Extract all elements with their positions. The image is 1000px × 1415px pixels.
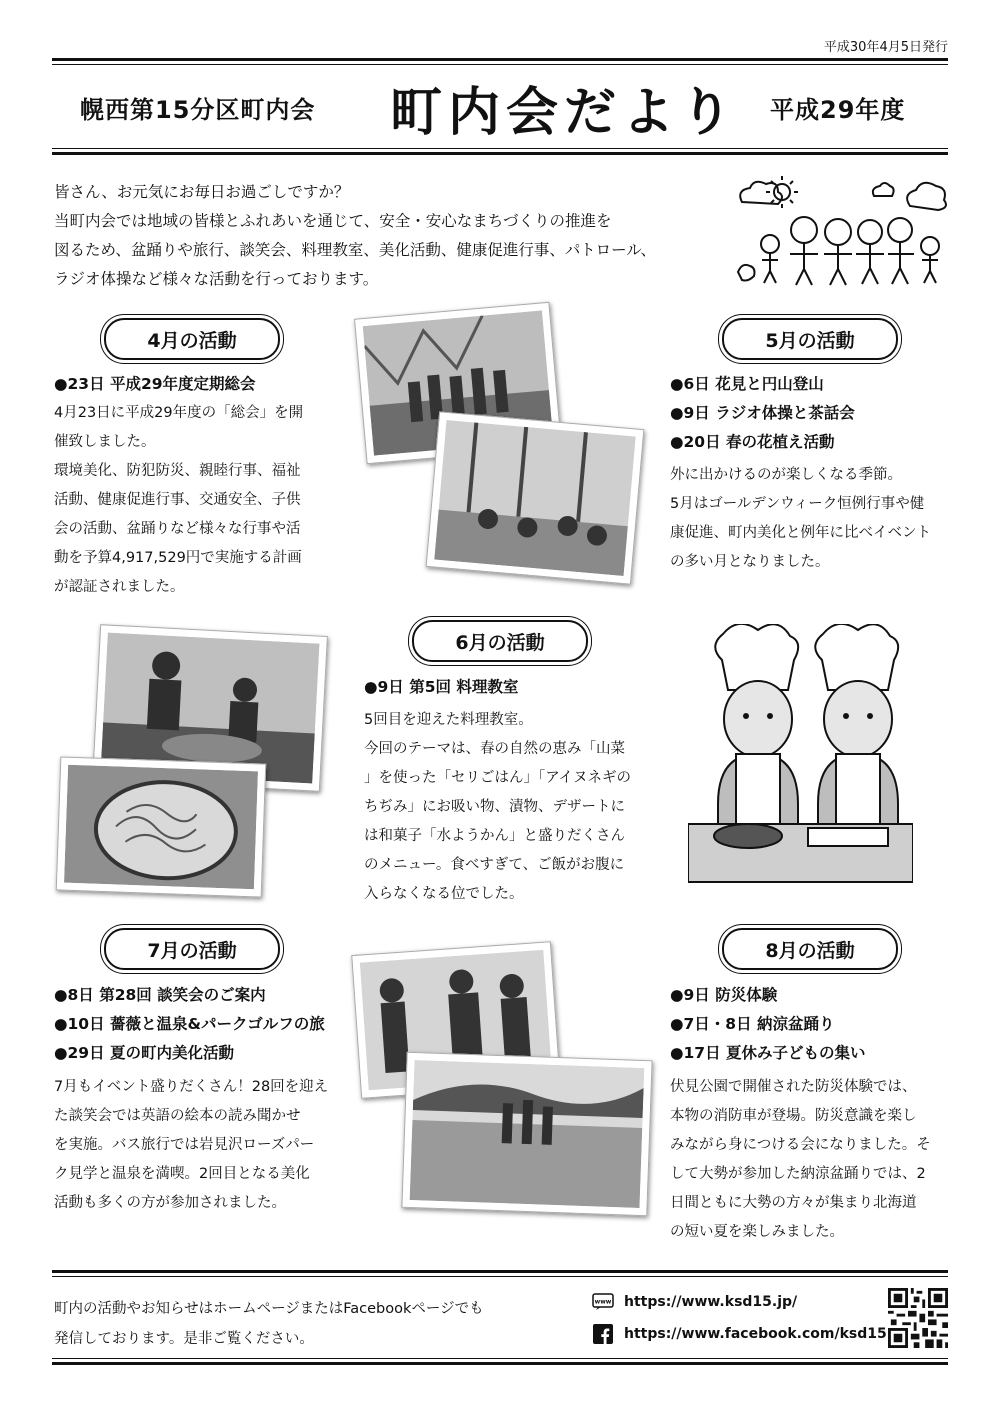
- facebook-link[interactable]: [592, 1324, 887, 1344]
- june-items: [364, 673, 518, 702]
- list-item: ●9日 第5回 料理教室: [364, 678, 519, 696]
- list-item: ●10日 薔薇と温泉&パークゴルフの旅: [54, 1015, 325, 1033]
- header-bottom-rule: [52, 152, 948, 155]
- svg-text:www: www: [594, 1298, 612, 1306]
- list-item: ●9日 防災体験: [670, 986, 778, 1004]
- list-item: ●29日 夏の町内美化活動: [54, 1044, 234, 1062]
- qr-code-icon[interactable]: [888, 1288, 948, 1348]
- header-top-rule-thin: [52, 64, 948, 65]
- july-heading: 7月の活動: [104, 928, 280, 970]
- photo-mixing-bowl: [56, 756, 267, 897]
- footer-text: 町内の活動やお知らせはホームページまたはFacebookページでも 発信しております。是非ご覧ください。: [54, 1301, 484, 1347]
- newsletter-title: 町内会だより: [390, 82, 739, 143]
- fiscal-year: 平成29年度: [770, 96, 906, 124]
- may-body: 外に出かけるのが楽しくなる季節。 5月はゴールデンウィーク恒例行事や健 康促進、町内美化と例年に比べイベント の多い月となりました。: [670, 467, 931, 570]
- list-item: ●23日 平成29年度定期総会: [54, 375, 256, 393]
- july-body: 7月もイベント盛りだくさん！28回を迎え た談笑会では英語の絵本の読み聞かせ を実施。バス旅行では岩見沢ローズパー ク見学と温泉を満喫。2回目となる美化 活動も多くの方が参加されました。: [54, 1079, 329, 1211]
- chefs-illustration: [688, 624, 913, 886]
- footer-bottom-rule: [52, 1362, 948, 1365]
- list-item: ●7日・8日 納涼盆踊り: [670, 1015, 835, 1033]
- may-items: [670, 370, 855, 457]
- photo-park-golf: [401, 1052, 652, 1216]
- april-items: [54, 370, 256, 399]
- june-heading: 6月の活動: [412, 620, 588, 662]
- photo-picnic: [426, 411, 645, 584]
- list-item: ●20日 春の花植え活動: [670, 433, 835, 451]
- list-item: ●8日 第28回 談笑会のご案内: [54, 986, 266, 1004]
- april-body: 4月23日に平成29年度の「総会」を開 催致しました。 環境美化、防犯防災、親睦行事、福祉 活動、健康促進行事、交通安全、子供 会の活動、盆踊りなど様々な行事や活 動を予算4,917,529円で実施する計画 が認証されました。: [54, 405, 304, 595]
- header-top-rule: [52, 58, 948, 61]
- footer-top-rule-thin: [52, 1276, 948, 1277]
- facebook-url[interactable]: https://www.facebook.com/ksd15: [624, 1326, 887, 1342]
- april-heading: 4月の活動: [104, 318, 280, 360]
- may-heading: 5月の活動: [722, 318, 898, 360]
- list-item: ●9日 ラジオ体操と茶話会: [670, 404, 855, 422]
- association-name: 幌西第15分区町内会: [80, 96, 316, 124]
- issue-date: 平成30年4月5日発行: [823, 40, 948, 55]
- homepage-url[interactable]: https://www.ksd15.jp/: [624, 1294, 798, 1310]
- intro-text: 皆さん、お元気にお毎日お過ごしですか？ 当町内会では地域の皆様とふれあいを通じて、安全・安心なまちづくりの推進を 図るため、盆踊りや旅行、談笑会、料理教室、美化活動、健康促進行事、パトロール、 ラジオ体操など様々な活動を行っております。: [54, 183, 657, 288]
- homepage-link[interactable]: [592, 1292, 797, 1312]
- june-body: 5回目を迎えた料理教室。 今回のテーマは、春の自然の恵み「山菜 」を使った「セリごはん」「アイヌネギの ちぢみ」にお吸い物、漬物、デザートに は和菓子「水ようかん」と盛りだくさん のメニュー。食べすぎて、ご飯がお腹に 入らなくなる位でした。: [364, 712, 631, 902]
- august-heading: 8月の活動: [722, 928, 898, 970]
- august-items: [670, 981, 866, 1068]
- footer-bottom-rule-thin: [52, 1358, 948, 1359]
- header-bottom-rule-thin: [52, 148, 948, 149]
- list-item: ●6日 花見と円山登山: [670, 375, 824, 393]
- facebook-icon: [592, 1324, 614, 1344]
- august-body: 伏見公園で開催された防災体験では、 本物の消防車が登場。防災意識を楽し みながら身につける会になりました。そ して大勢が参加した納涼盆踊りでは、2 日間ともに大勢の方々が集まり北海道 の短い夏を楽しみました。: [670, 1079, 931, 1240]
- footer-top-rule: [52, 1270, 948, 1273]
- family-illustration: [732, 172, 950, 290]
- july-items: [54, 981, 325, 1068]
- www-icon: [592, 1292, 614, 1312]
- list-item: ●17日 夏休み子どもの集い: [670, 1044, 866, 1062]
